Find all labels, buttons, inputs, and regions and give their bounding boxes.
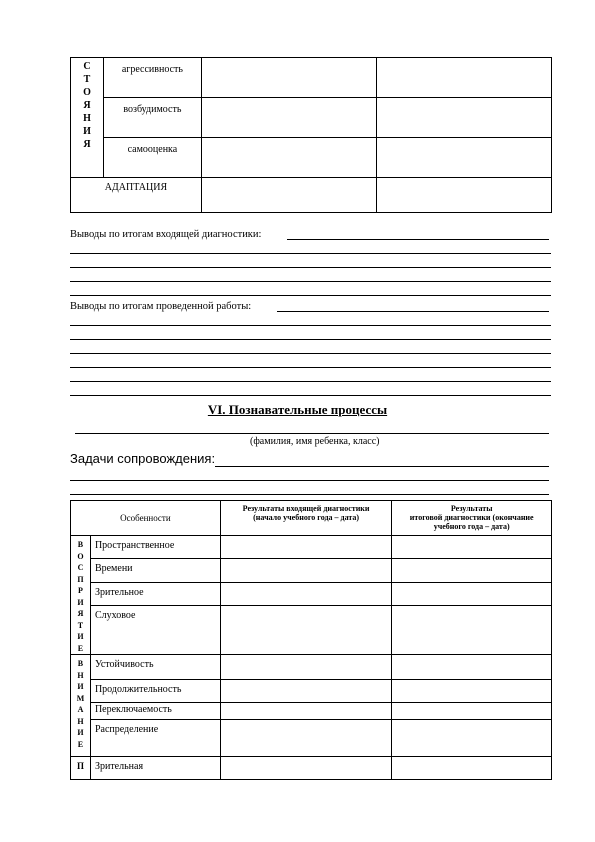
vertical-memory-label: П: [71, 757, 91, 780]
row-label-distribution: Распределение: [90, 720, 220, 757]
input-cell[interactable]: [220, 703, 392, 720]
vertical-state-label: С Т О Я Н И Я: [71, 58, 104, 178]
input-cell[interactable]: [220, 558, 392, 582]
fill-line[interactable]: [70, 367, 551, 368]
vertical-attention-label: В Н И М А Н И Е: [71, 655, 91, 757]
input-cell[interactable]: [392, 757, 552, 780]
fill-line[interactable]: [70, 325, 551, 326]
input-cell[interactable]: [392, 655, 552, 680]
input-cell[interactable]: [377, 98, 552, 138]
row-label-excitability: возбудимость: [103, 98, 201, 138]
input-cell[interactable]: [392, 680, 552, 703]
fill-line[interactable]: [70, 267, 551, 268]
input-cell[interactable]: [201, 98, 377, 138]
tasks-label: Задачи сопровождения:: [70, 451, 216, 466]
fill-line[interactable]: [70, 353, 551, 354]
row-label-stability: Устойчивость: [90, 655, 220, 680]
row-label-visual-memory: Зрительная: [90, 757, 220, 780]
row-label-visual-perception: Зрительное: [90, 582, 220, 605]
features-header: Особенности: [71, 501, 221, 536]
vertical-perception-label: В О С П Р И Я Т И Е: [71, 536, 91, 655]
input-cell[interactable]: [377, 58, 552, 98]
fill-line[interactable]: [70, 295, 551, 296]
input-cell[interactable]: [201, 138, 377, 178]
input-cell[interactable]: [377, 178, 552, 213]
input-cell[interactable]: [392, 536, 552, 559]
row-label-spatial: Пространственное: [90, 536, 220, 559]
input-cell[interactable]: [201, 58, 377, 98]
input-cell[interactable]: [220, 582, 392, 605]
incoming-conclusions-label: Выводы по итогам входящей диагностики:: [70, 229, 262, 240]
section-title: VI. Познавательные процессы: [207, 402, 388, 417]
fill-line[interactable]: [70, 339, 551, 340]
input-cell[interactable]: [201, 178, 377, 213]
input-cell[interactable]: [220, 536, 392, 559]
work-conclusions-label: Выводы по итогам проведенной работы:: [70, 301, 252, 312]
row-label-switching: Переключаемость: [90, 703, 220, 720]
input-cell[interactable]: [377, 138, 552, 178]
input-cell[interactable]: [220, 655, 392, 680]
fill-line[interactable]: [70, 253, 551, 254]
fill-line[interactable]: [70, 381, 551, 382]
fill-line[interactable]: [70, 281, 551, 282]
child-name-line[interactable]: [75, 433, 549, 434]
fill-line[interactable]: [215, 466, 549, 467]
top-table: [70, 57, 552, 213]
fill-line[interactable]: [70, 480, 549, 481]
input-cell[interactable]: [392, 558, 552, 582]
fill-line[interactable]: [287, 239, 549, 240]
incoming-results-header: Результаты входящей диагностики (начало учебного года – дата): [220, 501, 392, 536]
row-label-auditory: Слуховое: [90, 605, 220, 654]
fill-line[interactable]: [70, 395, 551, 396]
input-cell[interactable]: [392, 605, 552, 654]
input-cell[interactable]: [220, 757, 392, 780]
input-cell[interactable]: [392, 582, 552, 605]
row-label-time: Времени: [90, 558, 220, 582]
row-label-self-esteem: самооценка: [103, 138, 201, 178]
final-results-header: Результаты итоговой диагностики (окончание учебного года – дата): [392, 501, 552, 536]
row-label-duration: Продолжительность: [90, 680, 220, 703]
input-cell[interactable]: [392, 703, 552, 720]
fill-line[interactable]: [70, 494, 549, 495]
adaptation-label: АДАПТАЦИЯ: [71, 178, 202, 213]
row-label-aggression: агрессивность: [103, 58, 201, 98]
input-cell[interactable]: [220, 680, 392, 703]
child-name-hint: (фамилия, имя ребенка, класс): [250, 436, 380, 447]
input-cell[interactable]: [220, 605, 392, 654]
input-cell[interactable]: [392, 720, 552, 757]
fill-line[interactable]: [277, 311, 549, 312]
input-cell[interactable]: [220, 720, 392, 757]
cognitive-table: [70, 500, 552, 780]
